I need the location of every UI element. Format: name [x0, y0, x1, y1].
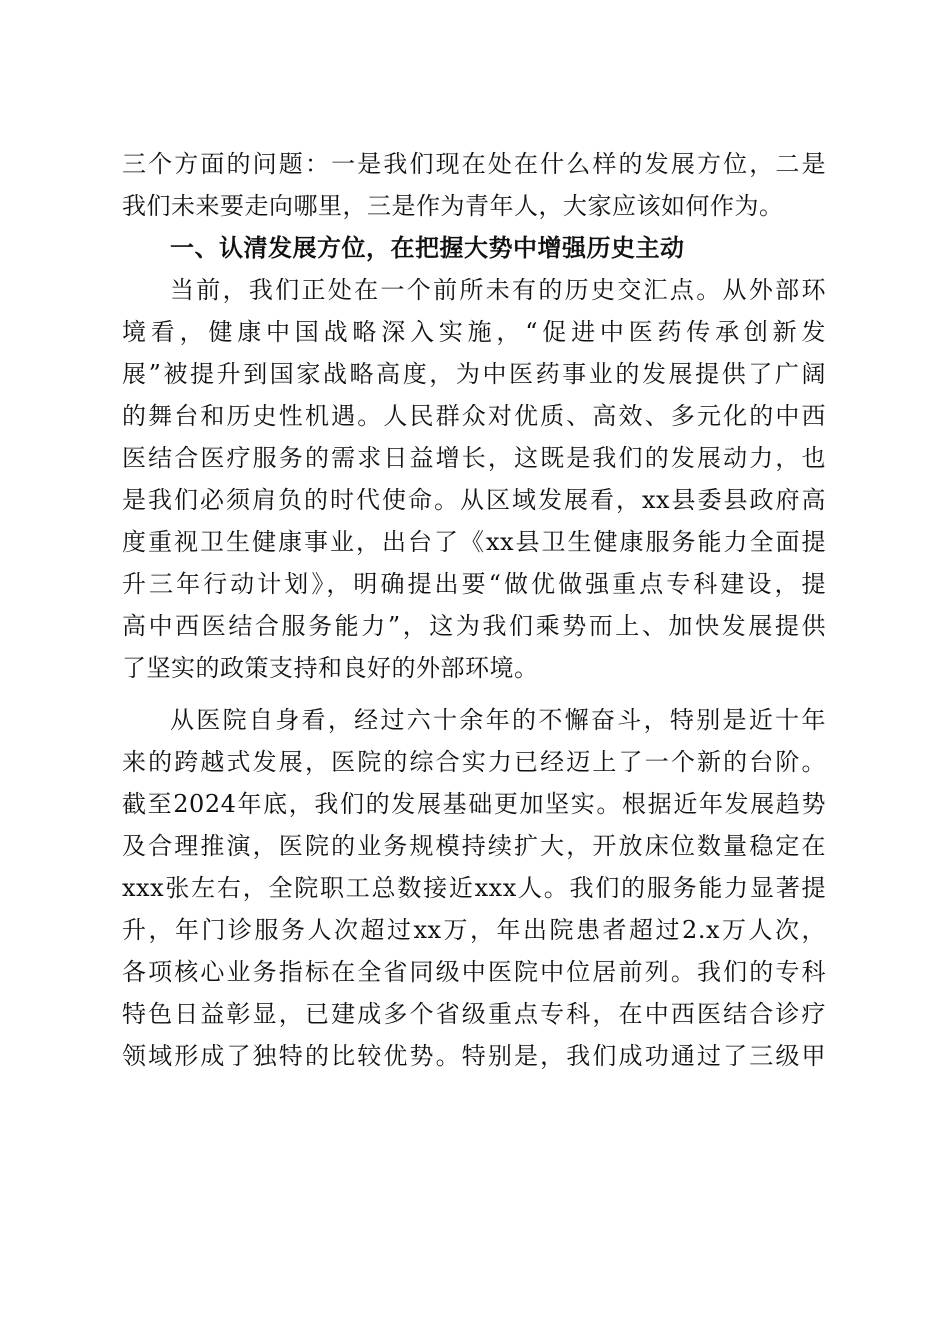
body-line: 各项核心业务指标在全省同级中医院中位居前列。我们的专科 — [122, 958, 826, 986]
body-line: 截至2024年底，我们的发展基础更加坚实。根据近年发展趋势 — [122, 790, 826, 818]
body-line: 了坚实的政策支持和良好的外部环境。 — [122, 654, 539, 682]
body-line: 医结合医疗服务的需求日益增长，这既是我们的发展动力，也 — [122, 444, 826, 472]
body-line: 从医院自身看，经过六十余年的不懈奋斗，特别是近十年 — [170, 706, 826, 734]
body-line: 及合理推演，医院的业务规模持续扩大，开放床位数量稳定在 — [122, 832, 826, 860]
body-line: 升，年门诊服务人次超过xx万，年出院患者超过2.x万人次， — [122, 916, 826, 944]
body-line: 的舞台和历史性机遇。人民群众对优质、高效、多元化的中西 — [122, 402, 826, 430]
body-line: 当前，我们正处在一个前所未有的历史交汇点。从外部环 — [170, 276, 826, 304]
body-line: 高中西医结合服务能力”，这为我们乘势而上、加快发展提供 — [122, 612, 826, 640]
body-line: 特色日益彰显，已建成多个省级重点专科，在中西医结合诊疗 — [122, 1000, 826, 1028]
body-line: xxx张左右，全院职工总数接近xxx人。我们的服务能力显著提 — [122, 874, 826, 902]
body-line: 展”被提升到国家战略高度，为中医药事业的发展提供了广阔 — [122, 360, 826, 388]
body-line: 三个方面的问题：一是我们现在处在什么样的发展方位，二是 — [122, 150, 826, 178]
body-line: 境看，健康中国战略深入实施，“促进中医药传承创新发 — [122, 318, 826, 346]
section-heading: 一、认清发展方位，在把握大势中增强历史主动 — [170, 234, 685, 262]
document-body — [122, 143, 826, 1077]
body-line: 度重视卫生健康事业，出台了《xx县卫生健康服务能力全面提 — [122, 528, 826, 556]
body-line: 升三年行动计划》，明确提出要“做优做强重点专科建设，提 — [122, 570, 826, 598]
body-line: 领域形成了独特的比较优势。特别是，我们成功通过了三级甲 — [122, 1042, 826, 1070]
body-line: 来的跨越式发展，医院的综合实力已经迈上了一个新的台阶。 — [122, 748, 826, 776]
body-line: 是我们必须肩负的时代使命。从区域发展看，xx县委县政府高 — [122, 486, 826, 514]
body-line: 我们未来要走向哪里，三是作为青年人，大家应该如何作为。 — [122, 192, 784, 220]
